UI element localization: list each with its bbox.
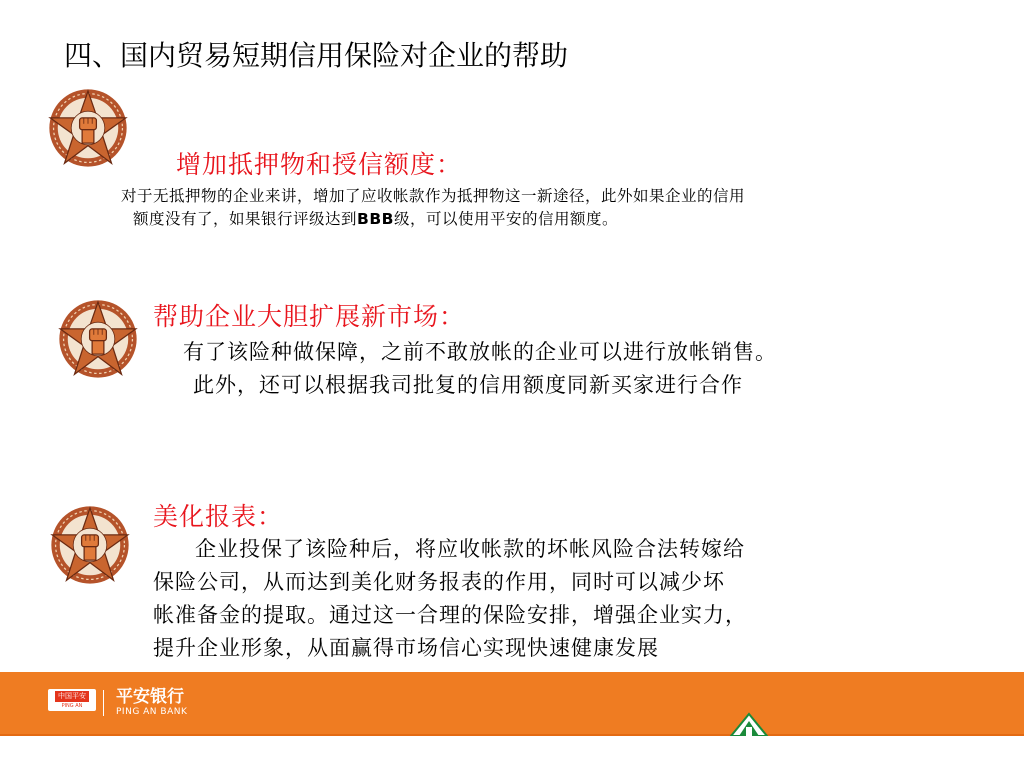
section-1-line-1: 对于无抵押物的企业来讲，增加了应收帐款作为抵押物这一新途径，此外如果企业的信用 — [121, 187, 746, 205]
section-3-body — [153, 533, 747, 665]
section-3-line-3: 帐准备金的提取。通过这一合理的保险安排，增强企业实力， — [153, 603, 747, 627]
section-1-body — [121, 185, 745, 231]
raised-fist-star-emblem-icon — [56, 297, 140, 381]
bank-name: 平安银行 — [116, 687, 184, 707]
slide-title: 四、国内贸易短期信用保险对企业的帮助 — [64, 39, 569, 72]
section-2-body — [183, 336, 777, 402]
brand-divider — [103, 690, 104, 716]
pingan-triangle-logo-icon — [729, 712, 769, 736]
pingan-logo-badge — [48, 689, 96, 711]
section-3-line-2: 保险公司，从而达到美化财务报表的作用，同时可以减少坏 — [153, 570, 725, 594]
section-3-line-1: 企业投保了该险种后，将应收帐款的坏帐风险合法转嫁给 — [195, 537, 745, 561]
section-2-line-1: 有了该险种做保障，之前不敢放帐的企业可以进行放帐销售。 — [183, 340, 777, 364]
section-1-heading: 增加抵押物和授信额度： — [176, 150, 463, 179]
pingan-logo-text: 中国平安 — [55, 691, 89, 702]
section-3-heading: 美化报表： — [153, 502, 284, 531]
raised-fist-star-emblem-icon — [48, 503, 132, 587]
footer-divider — [0, 734, 1024, 736]
footer-bottom-strip — [0, 734, 1024, 768]
raised-fist-star-emblem-icon — [46, 86, 130, 170]
section-3-line-4: 提升企业形象，从面赢得市场信心实现快速健康发展 — [153, 636, 659, 660]
section-2-line-2: 此外，还可以根据我司批复的信用额度同新买家进行合作 — [193, 373, 743, 397]
section-2-heading: 帮助企业大胆扩展新市场： — [153, 302, 466, 331]
bank-name-en: PING AN BANK — [116, 707, 188, 717]
pingan-logo-subtext: PING AN — [61, 703, 83, 709]
section-1-line-2: 额度没有了，如果银行评级达到BBB级，可以使用平安的信用额度。 — [133, 210, 618, 228]
